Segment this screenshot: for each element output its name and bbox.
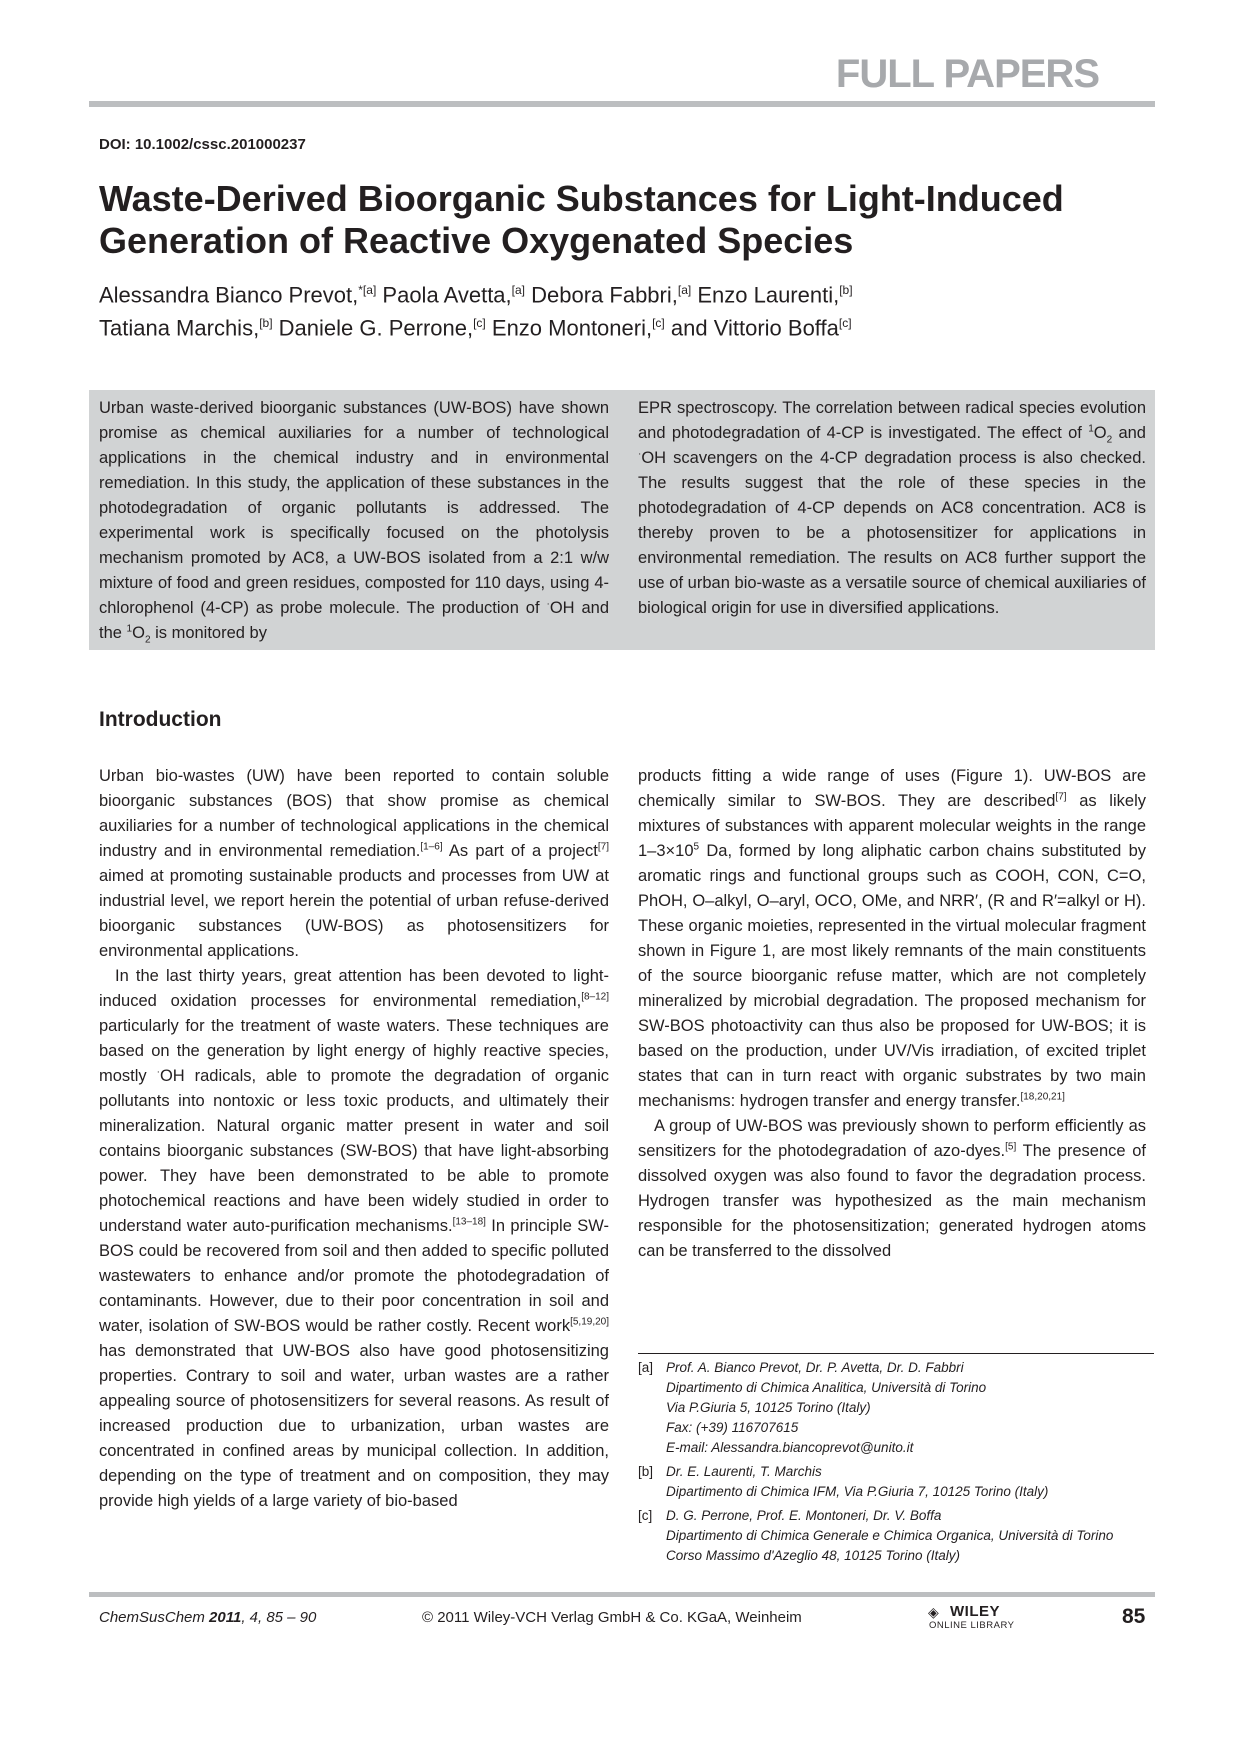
article-title: Waste-Derived Bioorganic Substances for Light-Induced Generation of Reactive Oxygenated Species [99,178,1064,261]
journal-citation: ChemSusChem 2011, 4, 85 – 90 [99,1609,317,1626]
wiley-logo-icon: ◈ [928,1604,939,1620]
abstract-left-column [99,396,609,646]
wiley-online-library-logo[interactable]: ◈ WILEY ONLINE LIBRARY [928,1603,1015,1631]
author-name: Tatiana Marchis, [99,315,260,341]
author-affiliation: *[a] [358,283,377,297]
author-affiliation: [c] [473,316,486,331]
copyright-notice: © 2011 Wiley-VCH Verlag GmbH & Co. KGaA, Weinheim [422,1609,802,1626]
author-list [99,276,1099,343]
footnote: [a] Prof. A. Bianco Prevot, Dr. P. Avetta, Dr. D. Fabbri Dipartimento di Chimica Analitica, Università di Torino Via P.Giuria 5, 10125 Torino (Italy) Fax: (+39) 116707615 E-mail: Alessandra.biancoprevot@unito.it [638,1358,1154,1458]
citation-link[interactable]: [5] [1005,1141,1017,1153]
footnote: [c] D. G. Perrone, Prof. E. Montoneri, Dr. V. Boffa Dipartimento di Chimica Generale e Chimica Organica, Università di Torino Corso Massimo d'Azeglio 48, 10125 Torino (Italy) [638,1508,1114,1563]
footer-rule [89,1592,1155,1597]
author-affiliation: [c] [652,316,665,331]
author-name: Enzo Montoneri, [491,315,653,341]
body-right-column [638,764,1146,1264]
page-number: 85 [1122,1605,1146,1628]
doi[interactable]: DOI: 10.1002/cssc.201000237 [99,136,306,153]
author-name: Enzo Laurenti, [697,282,840,308]
body-left-column [99,764,609,1514]
author-affiliation: [b] [259,316,273,331]
email-link[interactable]: E-mail: Alessandra.biancoprevot@unito.it [666,1440,914,1455]
author-name: Debora Fabbri, [531,282,678,308]
citation-link[interactable]: [13–18] [452,1216,486,1228]
footnote: [b] Dr. E. Laurenti, T. Marchis Dipartimento di Chimica IFM, Via P.Giuria 7, 10125 Torino (Italy) [638,1464,1049,1499]
body-paragraph: products fitting a wide range of uses (Figure 1). UW-BOS are chemically similar to SW-BOS. They are described[7] as likely mixtures of substances with apparent molecular weights in the range $1-3\times 10^5$ Da, formed by long aliphatic carbon chains substituted by aromatic rings and functional groups such as COOH, CON, C=O, PhOH, O–alkyl, O–aryl, OCO, OMe, and NRR′, (R and R′=alkyl or H). These organic moieties, represented in the virtual molecular fragment shown in Figure 1, are most likely remnants of the main constituents of the source bioorganic refuse matter, which are not completely mineralized by microbial degradation. The proposed mechanism for SW-BOS photoactivity can thus also be proposed for UW-BOS; it is based on the production, under UV/Vis irradiation, of excited triplet states that can in turn react with organic substrates by two main mechanisms: hydrogen transfer and energy transfer.[18,20,21] [638,767,1146,1110]
running-header: FULL PAPERS [835,52,1099,96]
citation-link[interactable]: [8–12] [581,991,609,1003]
citation-link[interactable]: [7] [1055,791,1067,803]
body-paragraph: Urban bio-wastes (UW) have been reported to contain soluble bioorganic substances (BOS) that show promise as chemical auxiliaries for a number of technological applications in the chemical industry and in environmental remediation.[1–6] As part of a project[7] aimed at promoting sustainable products and processes from UW at industrial level, we report herein the potential of urban refuse-derived bioorganic substances (UW-BOS) as photosensitizers for environmental applications. [99,767,609,960]
author-affiliation: [b] [839,283,853,297]
body-paragraph: A group of UW-BOS was previously shown to perform efficiently as sensitizers for the photodegradation of azo-dyes.[5] The presence of dissolved oxygen was also found to favor the degradation process. Hydrogen transfer was hypothesized as the main mechanism responsible for the photosensitization; generated hydrogen atoms can be transferred to the dissolved [638,1117,1146,1260]
abstract-paragraph: EPR spectroscopy. The correlation between radical species evolution and photodegradation of 4-CP is investigated. The effect of $^1O_2$ and ·OH scavengers on the 4-CP degradation process is also checked. The results suggest that the role of these species in the photodegradation of 4-CP depends on AC8 concentration. AC8 is thereby proven to be a photosensitizer for applications in environmental remediation. The results on AC8 further support the use of urban bio-waste as a versatile source of chemical auxiliaries of biological origin for use in diversified applications. [638,399,1146,617]
abstract-right-column [638,396,1146,621]
body-paragraph: In the last thirty years, great attention has been devoted to light-induced oxidation processes for environmental remediation,[8–12] particularly for the treatment of waste waters. These techniques are based on the generation by light energy of highly reactive species, mostly ·OH radicals, able to promote the degradation of organic pollutants into nontoxic or less toxic products, and ultimately their mineralization. Natural organic matter present in water and soil contains bioorganic substances (SW-BOS) that have light-absorbing power. They have been demonstrated to be able to promote photochemical reactions and have been widely studied in order to understand water auto-purification mechanisms.[13–18] In principle SW-BOS could be recovered from soil and then added to specific polluted wastewaters to enhance and/or promote the photodegradation of contaminants. However, due to their poor concentration in soil and water, isolation of SW-BOS would be rather costly. Recent work[5,19,20] has demonstrated that UW-BOS also have good photosensitizing properties. Contrary to soil and water, urban wastes are a rather appealing source of photosensitizers for several reasons. As result of increased production due to urbanization, urban wastes are concentrated in confined areas by municipal collection. In addition, depending on the type of treatment and on composition, they may provide high yields of a large variety of bio-based [99,967,609,1510]
citation-link[interactable]: [7] [597,841,609,853]
footnote-rule [638,1353,1154,1354]
author-name: Alessandra Bianco Prevot, [99,282,359,308]
author-name: Paola Avetta, [382,282,512,308]
author-name: Daniele G. Perrone, [278,315,474,341]
citation-link[interactable]: [1–6] [420,841,443,853]
header-rule [89,101,1155,107]
abstract-paragraph: Urban waste-derived bioorganic substances (UW-BOS) have shown promise as chemical auxiliaries for a number of technological applications in the chemical industry and in environmental remediation. In this study, the application of these substances in the photodegradation of organic pollutants is addressed. The experimental work is specifically focused on the photolysis mechanism promoted by AC8, a UW-BOS isolated from a 2:1 w/w mixture of food and green residues, composted for 110 days, using 4-chlorophenol (4-CP) as probe molecule. The production of ·OH and the $^1O_2$ is monitored by [99,399,609,646]
author-affiliation: [a] [677,283,692,297]
author-affiliation: [a] [511,283,525,297]
citation-link[interactable]: [5,19,20] [570,1316,609,1328]
author-name: and Vittorio Boffa [670,315,839,341]
author-affiliation: [c] [838,316,852,331]
citation-link[interactable]: [18,20,21] [1020,1091,1065,1103]
affiliation-footnotes [638,1358,1154,1570]
section-heading-introduction: Introduction [99,708,222,731]
